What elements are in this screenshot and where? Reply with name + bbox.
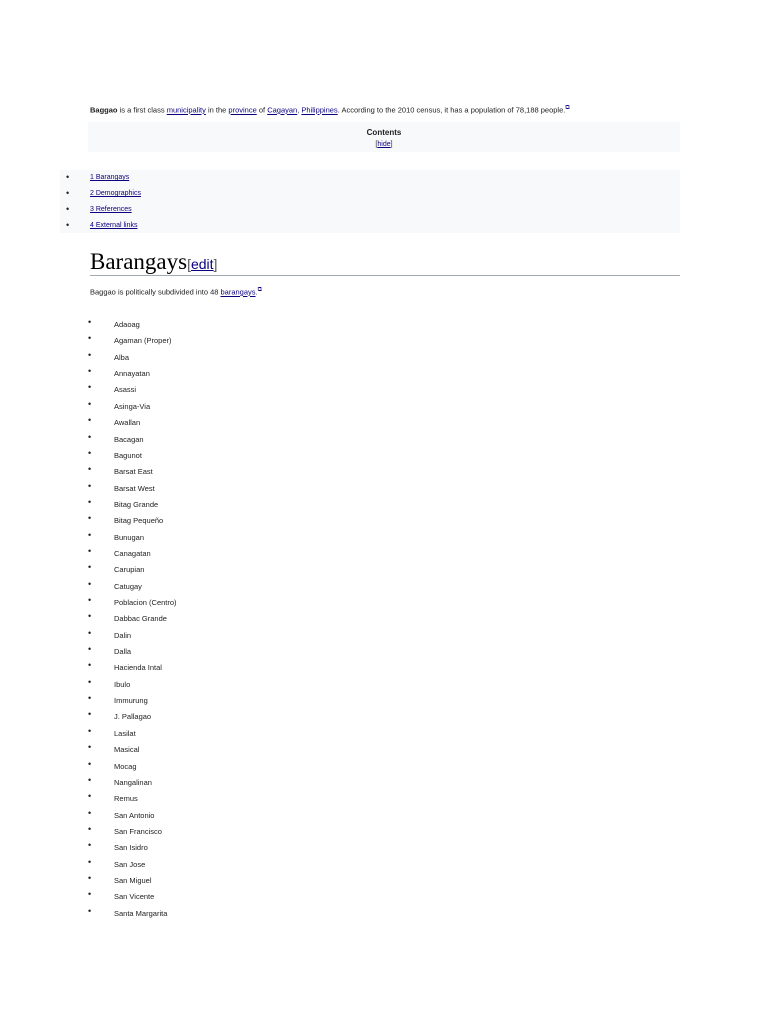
external-link-icon[interactable]: ⧉ <box>257 287 262 293</box>
lead-text: , <box>297 105 302 115</box>
toc-hide-link[interactable]: hide <box>377 141 391 148</box>
barangay-name: Bunugan <box>114 532 145 542</box>
lead-text: in the <box>205 105 229 115</box>
section-title: Barangays <box>90 249 188 274</box>
lead-text: of <box>256 105 268 115</box>
bullet-icon: • <box>66 220 70 230</box>
barangay-name: Masical <box>114 745 140 755</box>
barangay-name: Poblacion (Centro) <box>114 598 177 607</box>
barangay-name: Mocag <box>114 761 137 771</box>
toc-toggle-bracket: [ <box>375 141 378 148</box>
bullet-icon: • <box>66 188 70 198</box>
barangay-name: San Miguel <box>114 875 152 885</box>
bullet-icon: • <box>66 204 70 214</box>
toc-link-demographics[interactable]: 2 Demographics <box>90 190 141 197</box>
bullet-icon: • <box>88 595 92 605</box>
bullet-icon: • <box>88 382 92 393</box>
bullet-icon: • <box>88 742 92 753</box>
barangay-name: San Antonio <box>114 810 155 820</box>
barangay-name: San Isidro <box>114 843 148 853</box>
bullet-icon: • <box>88 840 92 851</box>
bullet-icon: • <box>88 529 92 540</box>
barangay-name: Bacagan <box>114 434 144 444</box>
barangay-name: Bitag Pequeño <box>114 516 164 526</box>
municipality-link[interactable]: municipality <box>166 105 206 115</box>
barangay-name: Dalla <box>114 647 132 656</box>
barangay-name: Barsat West <box>114 483 155 493</box>
barangay-name: Annayatan <box>114 369 150 379</box>
bullet-icon: • <box>88 398 92 409</box>
barangay-name: Dalin <box>114 630 132 640</box>
province-link[interactable]: province <box>228 105 257 115</box>
toc-title: Contents <box>366 128 402 137</box>
barangay-name: Agaman (Proper) <box>114 336 172 346</box>
section-heading-barangays <box>90 248 680 276</box>
lead-text: is a first class <box>117 105 167 115</box>
toc-list <box>60 170 680 233</box>
barangay-name: Nangalinan <box>114 777 152 787</box>
toc-link-barangays[interactable]: 1 Barangays <box>90 174 130 181</box>
barangay-name: Remus <box>114 794 138 804</box>
bullet-icon: • <box>88 496 92 507</box>
bullet-icon: • <box>88 856 92 867</box>
bullet-icon: • <box>88 317 92 327</box>
edit-bracket: [ <box>187 256 191 272</box>
bullet-icon: • <box>88 823 92 834</box>
barangay-name: Adaoag <box>114 320 140 329</box>
bullet-icon: • <box>88 415 92 426</box>
bullet-icon: • <box>88 807 92 818</box>
barangay-name: Carupian <box>114 565 145 575</box>
barangay-name: Santa Margarita <box>114 908 168 918</box>
bullet-icon: • <box>88 905 92 916</box>
edit-link[interactable]: edit <box>190 256 214 272</box>
barangay-name: J. Pallagao <box>114 712 152 722</box>
bullet-icon: • <box>88 562 92 573</box>
barangay-name: Canagatan <box>114 548 151 558</box>
bullet-icon: • <box>88 660 92 671</box>
bullet-icon: • <box>88 889 92 900</box>
cagayan-link[interactable]: Cagayan <box>267 105 298 115</box>
bullet-icon: • <box>88 513 92 524</box>
barangay-name: Immurung <box>114 696 148 705</box>
barangay-name: Alba <box>114 352 130 362</box>
barangay-name: Asassi <box>114 385 137 395</box>
bullet-icon: • <box>88 366 92 377</box>
article-subject: Baggao <box>90 105 118 115</box>
bullet-icon: • <box>88 725 92 736</box>
bullet-icon: • <box>88 644 92 654</box>
toc-link-references[interactable]: 3 References <box>90 206 132 213</box>
bullet-icon: • <box>88 758 92 769</box>
bullet-icon: • <box>88 709 92 720</box>
bullet-icon: • <box>88 480 92 491</box>
section-intro <box>90 287 262 297</box>
intro-text: Baggao is politically subdivided into 48 <box>90 287 221 297</box>
bullet-icon: • <box>88 447 92 458</box>
lead-text: . According to the 2010 census, it has a population of 78,188 people. <box>337 105 566 115</box>
bullet-icon: • <box>88 676 92 687</box>
bullet-icon: • <box>88 578 92 589</box>
barangay-name: San Jose <box>114 859 146 869</box>
barangay-name: Awallan <box>114 418 141 428</box>
barangay-name: Bitag Grande <box>114 499 159 509</box>
barangay-name: Ibulo <box>114 679 131 689</box>
barangay-name: Bagunot <box>114 450 142 460</box>
bullet-icon: • <box>88 333 92 344</box>
philippines-link[interactable]: Philippines <box>301 105 338 115</box>
bullet-icon: • <box>88 611 92 622</box>
barangay-name: Dabbac Grande <box>114 614 167 624</box>
toc-toggle-bracket: ] <box>390 141 393 148</box>
external-link-icon[interactable]: ⧉ <box>565 105 570 111</box>
section-edit <box>187 256 217 272</box>
barangay-name: Asinga-Via <box>114 401 151 411</box>
barangay-name: San Vicente <box>114 892 155 902</box>
lead-paragraph <box>90 103 690 116</box>
bullet-icon: • <box>88 545 92 556</box>
bullet-icon: • <box>66 172 70 182</box>
table-of-contents <box>88 122 680 152</box>
barangay-name: Barsat East <box>114 467 153 477</box>
bullet-icon: • <box>88 791 92 802</box>
toc-toggle <box>88 141 680 148</box>
bullet-icon: • <box>88 693 92 703</box>
bullet-icon: • <box>88 872 92 883</box>
bullet-icon: • <box>88 464 92 475</box>
barangay-name: Catugay <box>114 581 142 591</box>
barangay-name: San Francisco <box>114 826 162 836</box>
bullet-icon: • <box>88 349 92 360</box>
toc-link-external-links[interactable]: 4 External links <box>90 222 138 229</box>
barangays-link[interactable]: barangays <box>220 287 256 297</box>
bullet-icon: • <box>88 431 92 442</box>
intro-end: . <box>255 287 258 297</box>
barangay-name: Lasilat <box>114 728 136 738</box>
barangay-name: Hacienda Intal <box>114 663 162 673</box>
bullet-icon: • <box>88 774 92 785</box>
edit-bracket: ] <box>213 256 218 272</box>
bullet-icon: • <box>88 627 92 638</box>
